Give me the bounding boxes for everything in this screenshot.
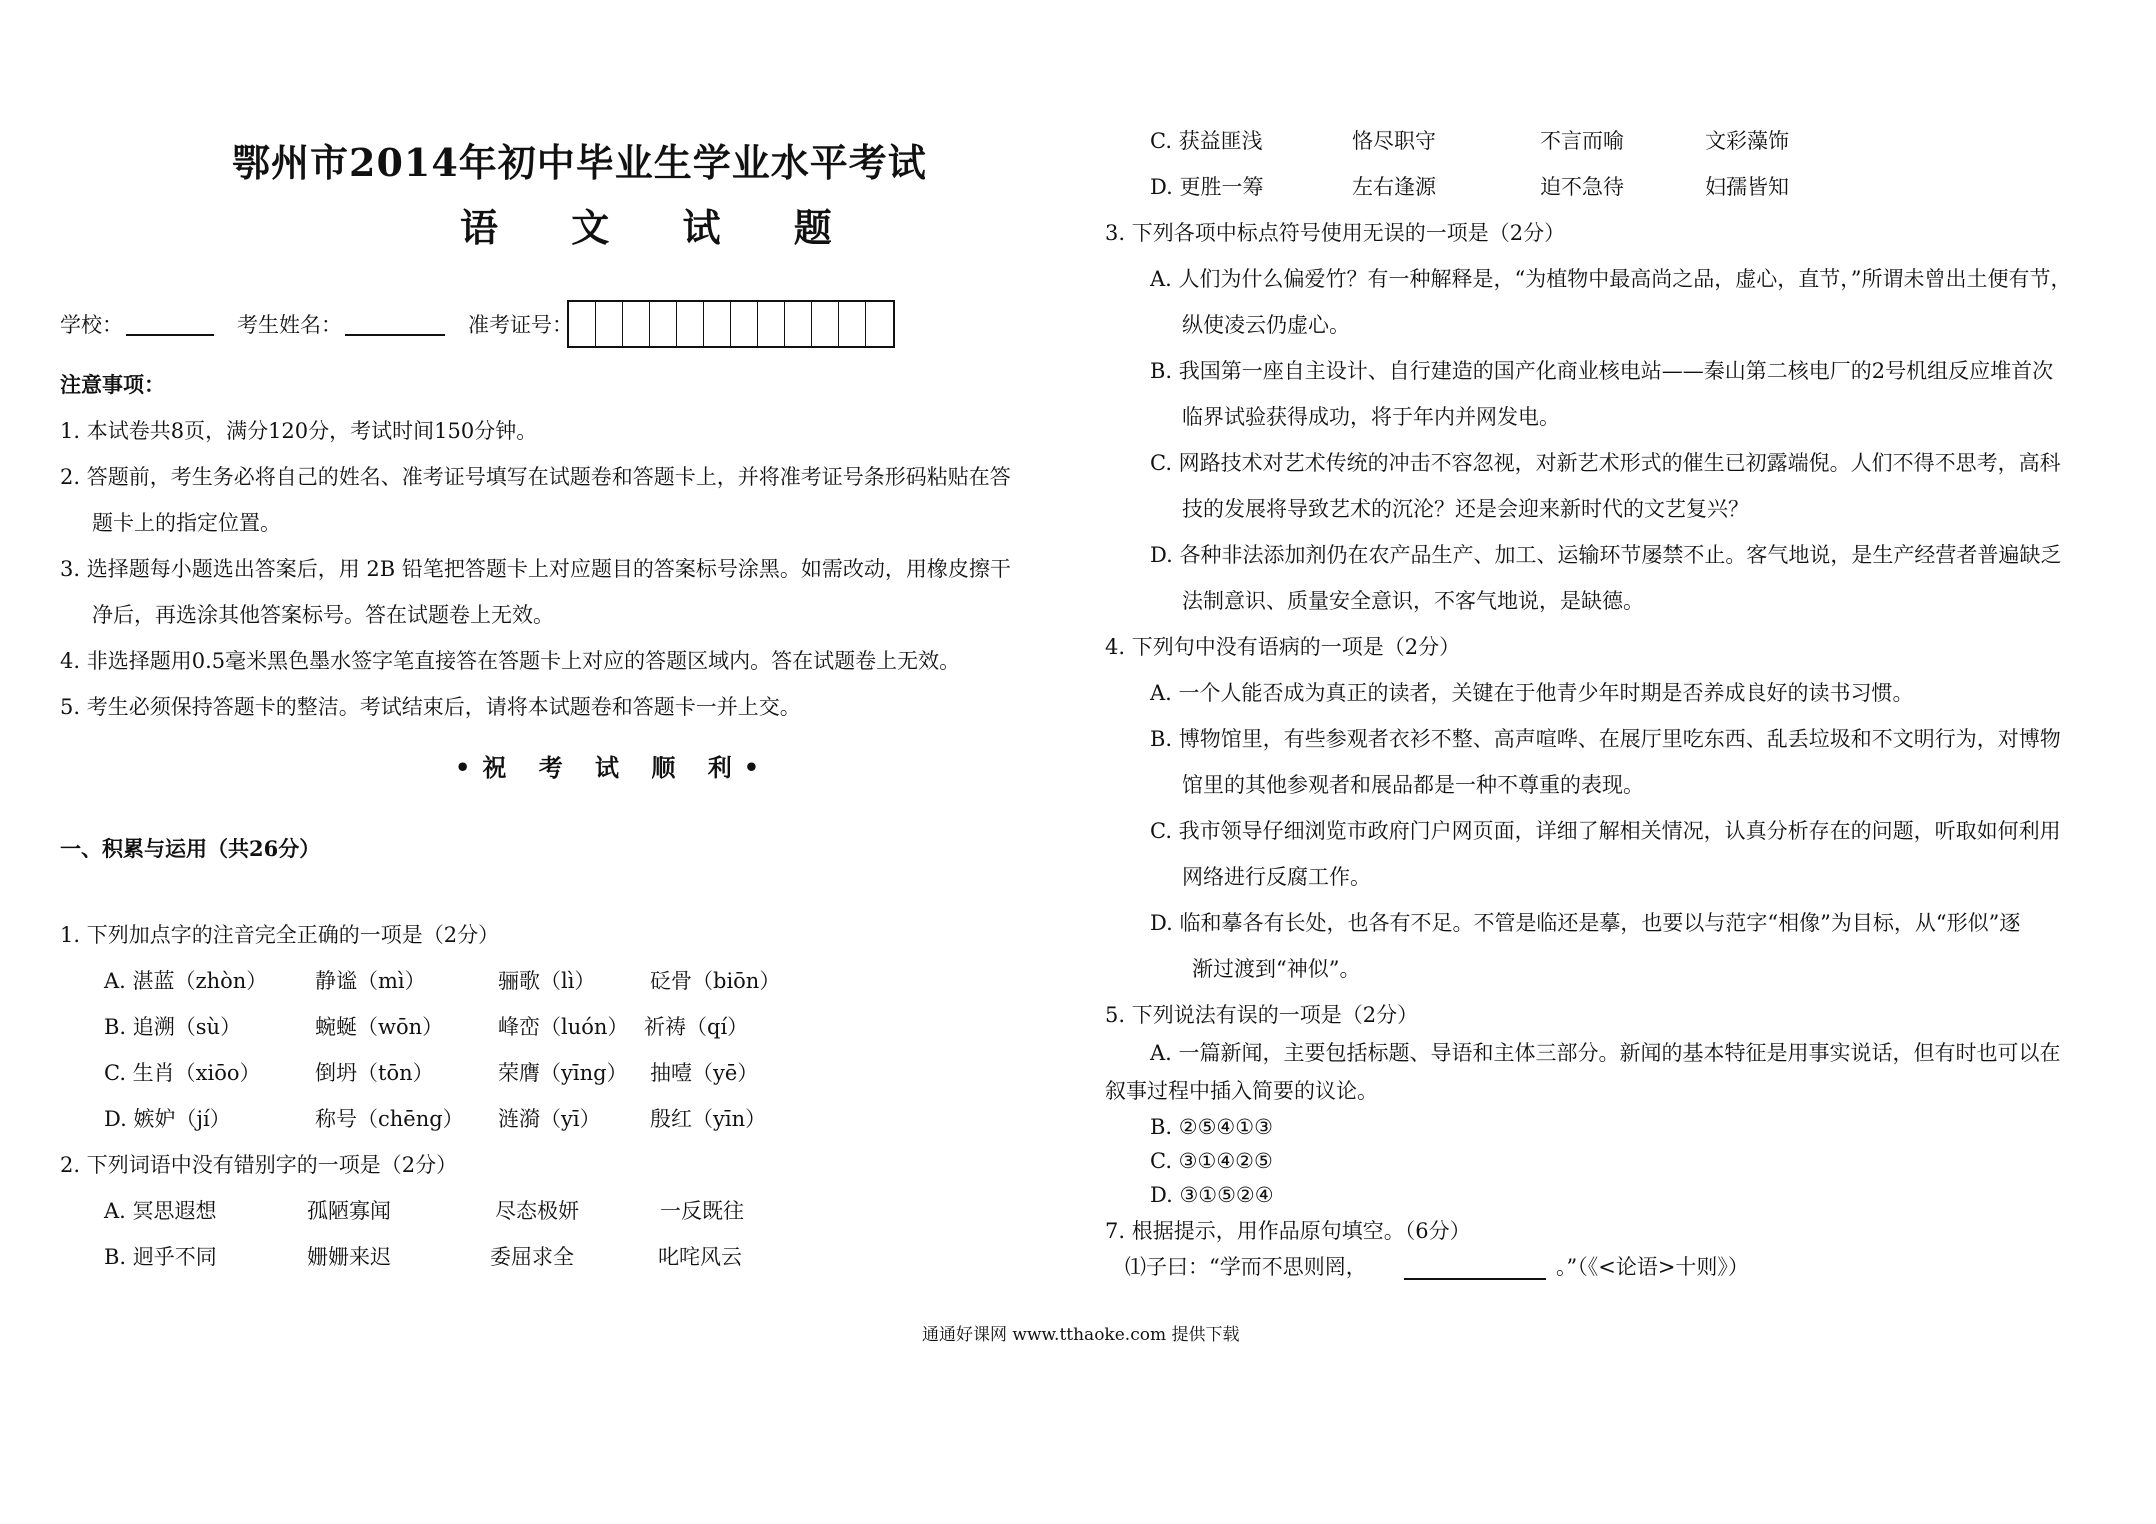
id-box-cell[interactable] xyxy=(812,302,839,346)
id-box-cell[interactable] xyxy=(623,302,650,346)
note-line: 3. 选择题每小题选出答案后，用 2B 铅笔把答题卡上对应题目的答案标号涂黑。如需改动，用橡皮擦干 xyxy=(60,557,1011,581)
option-cell: 荣膺（yīng） xyxy=(498,1061,628,1085)
option-cell: 抽噎（yē） xyxy=(650,1061,759,1085)
answer-blank[interactable] xyxy=(1404,1258,1546,1280)
option-cell: 迫不急待 xyxy=(1540,175,1624,199)
option-line: A. 人们为什么偏爱竹？有一种解释是，“为植物中最高尚之品，虚心，直节，”所谓未曾出土便有节， xyxy=(1150,267,2072,291)
exam-title: 鄂州市2014年初中毕业生学业水平考试 xyxy=(232,140,927,185)
question-1-stem: 1. 下列加点字的注音完全正确的一项是（2分） xyxy=(60,923,500,947)
id-box-cell[interactable] xyxy=(758,302,785,346)
notes-heading: 注意事项： xyxy=(60,372,165,397)
option-line: 馆里的其他参观者和展品都是一种不尊重的表现。 xyxy=(1182,773,1644,797)
option-cell: 一反既往 xyxy=(660,1199,744,1223)
option-cell: 静谧（mì） xyxy=(315,969,426,993)
option-cell: B. 迥乎不同 xyxy=(104,1245,217,1269)
note-line: 4. 非选择题用0.5毫米黑色墨水签字笔直接答在答题卡上对应的答题区域内。答在试题卷上无效。 xyxy=(60,649,961,673)
note-line: 1. 本试卷共8页，满分120分，考试时间150分钟。 xyxy=(60,419,538,443)
id-box-cell[interactable] xyxy=(866,302,893,346)
id-box-cell[interactable] xyxy=(704,302,731,346)
option-cell: C. 生肖（xiōo） xyxy=(104,1061,261,1085)
option-line: B. ②⑤④①③ xyxy=(1150,1115,1273,1139)
option-cell: D. 嫉妒（jí） xyxy=(104,1107,231,1131)
option-cell: 倒坍（tōn） xyxy=(315,1061,434,1085)
id-label: 准考证号： xyxy=(468,313,573,337)
option-cell: 妇孺皆知 xyxy=(1705,175,1789,199)
id-box-cell[interactable] xyxy=(569,302,596,346)
option-line: 临界试验获得成功，将于年内并网发电。 xyxy=(1182,405,1560,429)
option-cell: D. 更胜一筹 xyxy=(1150,175,1264,199)
option-line: A. 一篇新闻，主要包括标题、导语和主体三部分。新闻的基本特征是用事实说话，但有时也可以在 xyxy=(1150,1041,2061,1065)
question-7-stem: 7. 根据提示，用作品原句填空。（6分） xyxy=(1105,1219,1471,1243)
exam-subtitle: 语 文 试 题 xyxy=(460,205,862,250)
section-heading: 一、积累与运用（共26分） xyxy=(60,836,321,861)
option-cell: 不言而喻 xyxy=(1540,129,1624,153)
option-line: D. 临和摹各有长处，也各有不足。不管是临还是摹，也要以与范字“相像”为目标，从“形似”逐 xyxy=(1150,911,2021,935)
id-box-cell[interactable] xyxy=(839,302,866,346)
option-line: 叙事过程中插入简要的议论。 xyxy=(1105,1079,1378,1103)
id-box-cell[interactable] xyxy=(677,302,704,346)
note-line: 5. 考生必须保持答题卡的整洁。考试结束后，请将本试题卷和答题卡一并上交。 xyxy=(60,695,801,719)
option-cell: A. 冥思遐想 xyxy=(104,1199,217,1223)
good-luck-banner: •祝 考 试 顺 利• xyxy=(455,753,772,782)
option-cell: 骊歌（lì） xyxy=(498,969,596,993)
option-cell: 尽态极妍 xyxy=(495,1199,579,1223)
option-cell: 峰峦（luón） xyxy=(498,1015,629,1039)
option-cell: 委屈求全 xyxy=(490,1245,574,1269)
option-line: C. 我市领导仔细浏览市政府门户网页面，详细了解相关情况，认真分析存在的问题，听取如何利用 xyxy=(1150,819,2061,843)
id-box-cell[interactable] xyxy=(731,302,758,346)
option-cell: 姗姗来迟 xyxy=(307,1245,391,1269)
option-cell: 孤陋寡闻 xyxy=(307,1199,391,1223)
option-cell: B. 追溯（sù） xyxy=(104,1015,242,1039)
option-line: C. ③①④②⑤ xyxy=(1150,1149,1273,1173)
fill-suffix: 。”（《<论语>十则》） xyxy=(1556,1255,1749,1279)
option-cell: 涟漪（yī） xyxy=(498,1107,601,1131)
option-cell: 称号（chēng） xyxy=(315,1107,464,1131)
option-cell: A. 湛蓝（zhòn） xyxy=(104,969,268,993)
option-line: 纵使凌云仍虚心。 xyxy=(1182,313,1350,337)
exam-id-boxes[interactable] xyxy=(567,300,895,348)
footer-credit: 通通好课网 www.tthaoke.com 提供下载 xyxy=(922,1325,1240,1345)
note-line: 2. 答题前，考生务必将自己的姓名、准考证号填写在试题卷和答题卡上，并将准考证号条形码粘贴在答 xyxy=(60,465,1011,489)
id-box-cell[interactable] xyxy=(650,302,677,346)
option-cell: 左右逢源 xyxy=(1352,175,1436,199)
id-box-cell[interactable] xyxy=(785,302,812,346)
school-field[interactable] xyxy=(126,314,214,336)
option-line: B. 博物馆里，有些参观者衣衫不整、高声喧哗、在展厅里吃东西、乱丢垃圾和不文明行为，对博物 xyxy=(1150,727,2061,751)
option-cell: 恪尽职守 xyxy=(1352,129,1436,153)
name-label: 考生姓名： xyxy=(237,313,342,337)
name-field[interactable] xyxy=(345,314,445,336)
option-line: 网络进行反腐工作。 xyxy=(1182,865,1371,889)
option-cell: 蜿蜒（wōn） xyxy=(315,1015,444,1039)
option-line: 渐过渡到“神似”。 xyxy=(1192,957,1361,981)
option-line: D. 各种非法添加剂仍在农产品生产、加工、运输环节屡禁不止。客气地说，是生产经营者普遍缺乏 xyxy=(1150,543,2062,567)
option-line: D. ③①⑤②④ xyxy=(1150,1183,1274,1207)
option-cell: 文彩藻饰 xyxy=(1705,129,1789,153)
option-cell: C. 获益匪浅 xyxy=(1150,129,1263,153)
option-cell: 祈祷（qí） xyxy=(644,1015,749,1039)
option-line: C. 网路技术对艺术传统的冲击不容忽视，对新艺术形式的催生已初露端倪。人们不得不思考，高科 xyxy=(1150,451,2061,475)
fill-prefix: ⑴子曰：“学而不思则罔， xyxy=(1125,1255,1367,1279)
option-cell: 殷红（yīn） xyxy=(650,1107,767,1131)
note-line: 题卡上的指定位置。 xyxy=(92,511,281,535)
option-line: A. 一个人能否成为真正的读者，关键在于他青少年时期是否养成良好的读书习惯。 xyxy=(1150,681,1914,705)
question-3-stem: 3. 下列各项中标点符号使用无误的一项是（2分） xyxy=(1105,221,1566,245)
option-line: B. 我国第一座自主设计、自行建造的国产化商业核电站——秦山第二核电厂的2号机组反应堆首次 xyxy=(1150,359,2054,383)
id-box-cell[interactable] xyxy=(596,302,623,346)
question-5-stem: 5. 下列说法有误的一项是（2分） xyxy=(1105,1003,1419,1027)
option-line: 技的发展将导致艺术的沉沦？还是会迎来新时代的文艺复兴？ xyxy=(1182,497,1749,521)
option-line: 法制意识、质量安全意识，不客气地说，是缺德。 xyxy=(1182,589,1644,613)
school-label: 学校： xyxy=(60,313,123,337)
question-4-stem: 4. 下列句中没有语病的一项是（2分） xyxy=(1105,635,1461,659)
option-cell: 砭骨（biōn） xyxy=(650,969,781,993)
question-2-stem: 2. 下列词语中没有错别字的一项是（2分） xyxy=(60,1153,458,1177)
option-cell: 叱咤风云 xyxy=(658,1245,742,1269)
note-line: 净后，再选涂其他答案标号。答在试题卷上无效。 xyxy=(92,603,554,627)
